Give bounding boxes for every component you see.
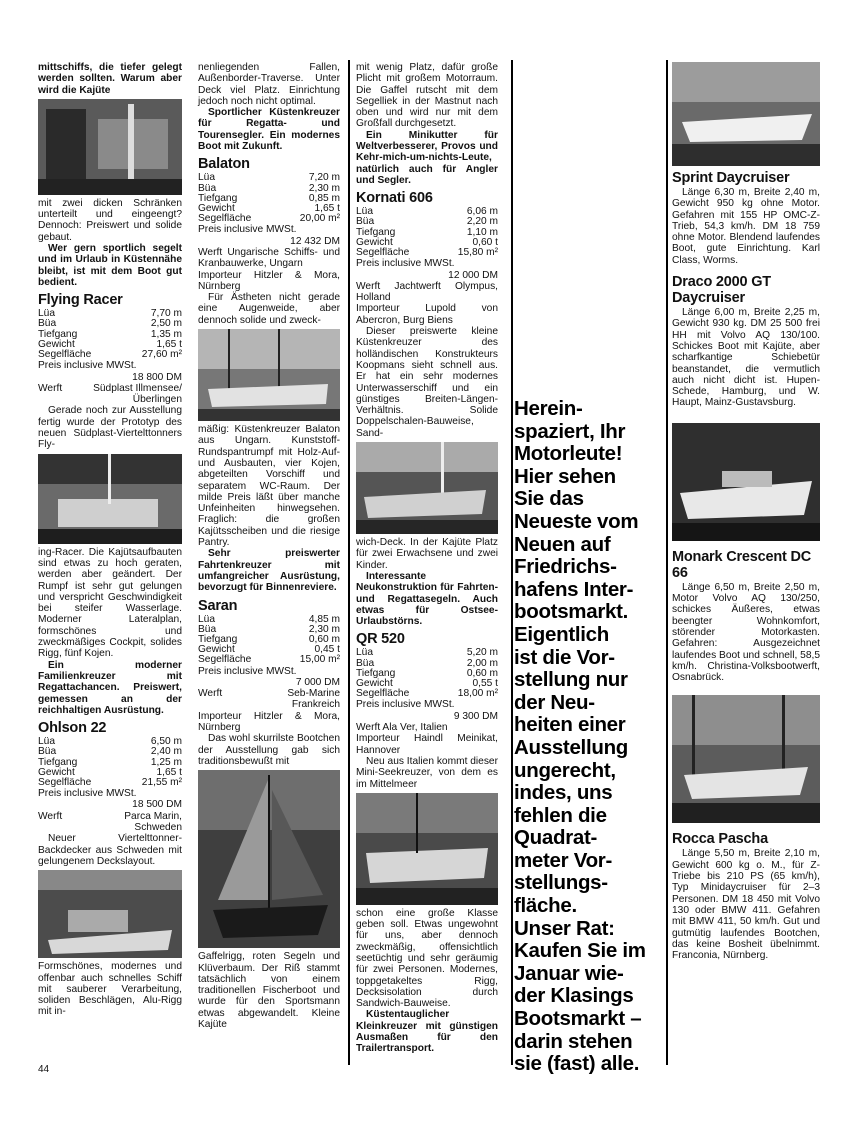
boat-title: Draco 2000 GT Daycruiser [672, 274, 771, 307]
headline-line: meter Vor- [514, 848, 613, 872]
headline-line: indes, uns [514, 781, 613, 805]
werft-row [38, 383, 182, 406]
spec-value: 2,50 m [150, 318, 182, 330]
spec-value: 6,50 m [150, 736, 182, 748]
spec-row [198, 655, 340, 665]
headline-line: sie (fast) alle. [514, 1052, 640, 1076]
spec-value: 2,30 m [308, 182, 340, 194]
column-divider [348, 60, 350, 1065]
boat-title: Sprint Daycruiser [672, 170, 790, 186]
verdict-text: Wer gern sportlich segelt und im Urlaub in Küstennähe bleibt, ist mit dem Boot gut bedient. [38, 243, 182, 288]
kornati-photo [356, 442, 498, 534]
body-text: Für Ästheten nicht gerade eine Augenweide, aber dennoch solide und zweck- [198, 292, 340, 326]
price-value: 7 000 DM [295, 676, 340, 688]
headline-line: fehlen die [514, 803, 607, 827]
spec-label: Lüa [198, 613, 215, 625]
werft-label: Werft [198, 688, 223, 700]
headline-line: Neuen auf [514, 532, 611, 556]
column-divider [666, 60, 668, 1065]
boat-title: Rocca Pascha [672, 831, 768, 848]
spec-label: Büa [198, 623, 217, 635]
spec-label: Lüa [198, 172, 215, 184]
spec-label: Gewicht [356, 678, 393, 690]
price-label: Preis inclusive MWSt. [198, 224, 297, 236]
qr520-photo [356, 793, 498, 905]
spec-label: Tiefgang [356, 667, 396, 679]
spec-table [356, 648, 498, 699]
price-label: Preis inclusive MWSt. [356, 258, 455, 270]
balaton-photo [198, 329, 340, 421]
spec-value: 1,35 m [150, 328, 182, 340]
spec-value: 27,60 m² [141, 349, 182, 361]
headline-line: stellungs- [514, 871, 608, 895]
headline-line: heiten einer [514, 713, 626, 737]
spec-label: Lüa [356, 647, 373, 659]
boat-title: Flying Racer [38, 292, 123, 309]
werft-value: Südplast Illmensee/ Überlingen [93, 382, 182, 406]
body-text: ing-Racer. Die Kajütsaufbauten sind etwas zu hoch geraten, werden aber geändert. Der Rumpf ist sehr gut gelungen und verspricht Geschwindigkeit bei steifer Wasserlage. Moderner Lateralplan, formschönes und zweckmäßiges Cockpit, solides Rigg, fünf Kojen. [38, 546, 182, 660]
price-label: Preis inclusive MWSt. [356, 699, 455, 711]
verdict-text: Ein moderner Familienkreuzer mit Regattachancen. Preiswert, gemessen an der reichhaltigen Ausrüstung. [38, 659, 182, 716]
saran-photo [198, 770, 340, 948]
spec-label: Büa [356, 216, 375, 228]
ohlson-photo [38, 870, 182, 958]
headline-line: fläche. [514, 894, 577, 918]
spec-value: 1,65 t [156, 338, 182, 350]
spec-label: Lüa [38, 308, 55, 320]
body-text: mit zwei dicken Schränken unterteilt und eingeengt? Dennoch: Preiswert und solide gebaut. [38, 197, 182, 243]
body-text: Gerade noch zur Ausstellung fertig wurde der Prototyp des neuen Südplast-Viertelttonners Fly- [38, 405, 182, 451]
body-text: wich-Deck. In der Kajüte Platz für zwei Erwachsene und zwei Kinder. [356, 537, 498, 571]
price-label: Preis inclusive MWSt. [38, 788, 137, 800]
boat-title: Monark Crescent DC 66 [672, 548, 812, 581]
spec-value: 0,60 m [466, 667, 498, 679]
body-text: Länge 5,50 m, Breite 2,10 m, Gewicht 600 kg o. M., für Z-Triebe bis 210 PS (65 km/h), Typ Minidaycruiser für 2–3 Personen. DM 18 450 mit Volvo 130 oder BMW 411. Gefahren mit BMW 411, 50 km/h. Gut und gutmütig laufendes Bootchen, das keine Bosheit übelnimmt. Franconia, Nürnberg. [672, 848, 820, 962]
spec-label: Segelfläche [198, 654, 252, 666]
body-text: Das wohl skurrilste Bootchen der Ausstellung gab sich traditionsbewußt mit [198, 733, 340, 767]
spec-value: 0,60 m [308, 633, 340, 645]
spec-table [198, 615, 340, 666]
spec-label: Tiefgang [356, 226, 396, 238]
spec-label: Büa [38, 318, 57, 330]
spec-table [38, 309, 182, 360]
spec-label: Segelfläche [198, 213, 252, 225]
headline-line: Unser Rat: [514, 916, 615, 940]
spec-row [38, 747, 182, 757]
spec-row [38, 350, 182, 360]
headline-line: der Neu- [514, 690, 595, 714]
headline-line: spaziert, Ihr [514, 419, 626, 443]
body-text: Länge 6,50 m, Breite 2,50 m, Motor Volvo AQ 130/250, schickes Äußeres, etwas beengter Wohnkomfort, störender Motorkasten. Gefahren: Ausgezeichnet laufendes Boot und schnell, 58,5 km/h. Christina-Volksbootwerft, Osnabrück. [672, 581, 820, 684]
price-label: Preis inclusive MWSt. [38, 360, 137, 372]
spec-row [356, 689, 498, 699]
spec-value: 0,60 t [472, 236, 498, 248]
spec-value: 21,55 m² [141, 776, 182, 788]
price-value: 18 800 DM [132, 371, 182, 383]
boat-title: Saran [198, 597, 238, 614]
spec-value: 2,30 m [308, 623, 340, 635]
spec-label: Lüa [356, 206, 373, 218]
headline-line: Sie das [514, 487, 584, 511]
body-text: Formschönes, modernes und offenbar auch schnelles Schiff mit sauberer Verarbeitung, soliden Beschlägen, Alu-Rigg mit in- [38, 961, 182, 1018]
price-value: 9 300 DM [453, 710, 498, 722]
boat-title: QR 520 [356, 631, 405, 648]
cabin-photo [38, 99, 182, 195]
werft-value: Seb-Marine Frankreich [287, 688, 340, 711]
headline-line: Eigentlich [514, 622, 609, 646]
spec-value: 1,10 m [466, 226, 498, 238]
boat-title: Balaton [198, 156, 250, 173]
spec-label: Tiefgang [198, 633, 238, 645]
body-text: nenliegenden Fallen, Außenborder-Traverse. Unter Deck viel Platz. Einrichtung jedoch noch nicht optimal. [198, 62, 340, 107]
spec-label: Tiefgang [38, 328, 78, 340]
headline-line: der Klasings [514, 984, 634, 1008]
headline-line: Bootsmarkt – [514, 1007, 642, 1031]
price-value: 12 432 DM [290, 235, 340, 247]
spec-value: 7,20 m [308, 172, 340, 184]
price-value: 18 500 DM [132, 799, 182, 811]
spec-value: 20,00 m² [299, 213, 340, 225]
spec-label: Segelfläche [356, 247, 410, 259]
spec-value: 2,20 m [466, 216, 498, 228]
column-divider [511, 60, 513, 1065]
price-label: Preis inclusive MWSt. [198, 665, 297, 677]
spec-row [198, 214, 340, 224]
headline-line: darin stehen [514, 1029, 633, 1053]
spec-value: 15,80 m² [457, 247, 498, 259]
werft-text: Werft Ala Ver, Italien [356, 722, 448, 734]
column-3 [356, 62, 498, 1055]
spec-label: Segelfläche [356, 688, 410, 700]
verdict-text: Sehr preiswerter Fahrtenkreuzer mit umfangreicher Ausrüstung, bevorzugt für Binnenreviere. [198, 548, 340, 594]
spec-value: 5,20 m [466, 647, 498, 659]
headline [514, 398, 664, 1076]
headline-line: Ausstellung [514, 735, 629, 759]
verdict-text: Interessante Neukonstruktion für Fahrten- und Regattasegeln. Auch etwas für Ostsee-Urlaubstörns. [356, 570, 498, 628]
importeur-text: Importeur Lupold von Abercron, Burg Biens [356, 303, 498, 326]
spec-label: Gewicht [198, 202, 235, 214]
headline-line: Motorleute! [514, 442, 623, 466]
column-5 [672, 62, 820, 961]
spec-row [38, 778, 182, 788]
spec-value: 1,65 t [314, 202, 340, 214]
column-1 [38, 62, 182, 1018]
verdict-text: Ein Minikutter für Weltverbesserer, Provos und Kehr-mich-um-nichts-Leute, natürlich auch für Angler und Segler. [356, 129, 498, 186]
importeur-text: Importeur Haindl Meinikat, Hannover [356, 733, 498, 756]
spec-label: Tiefgang [38, 756, 78, 768]
spec-label: Segelfläche [38, 349, 92, 361]
spec-value: 4,85 m [308, 613, 340, 625]
body-text: Länge 6,00 m, Breite 2,25 m, Gewicht 930 kg. DM 25 500 frei HH mit Volvo AQ 130/100. Schickes Boot mit Kajüte, aber scharfkantige Schiebetür beanstandet, die vermutlich auch nicht dicht ist. Hupen-Schede, Hamburg, und W. Haupt, Mainz-Gustavsburg. [672, 307, 820, 409]
headline-line: ist die Vor- [514, 645, 615, 669]
column-2 [198, 62, 340, 1030]
spec-label: Gewicht [38, 338, 75, 350]
spec-value: 0,85 m [308, 192, 340, 204]
spec-label: Segelfläche [38, 776, 92, 788]
headline-line: Quadrat- [514, 826, 598, 850]
draco-photo [672, 423, 820, 541]
headline-line: Friedrichs- [514, 555, 617, 579]
spec-table [38, 737, 182, 788]
spec-label: Büa [198, 182, 217, 194]
headline-line: Januar wie- [514, 961, 624, 985]
body-text: Dieser preiswerte kleine Küstenkreuzer des holländischen Konstrukteurs Koopmans sieht schnell aus. Er hat ein sehr modernes Unterwasserschiff und ein günstiges Breiten-Längen-Verhältnis. Solide Doppelschalen-Bauweise, Sand- [356, 326, 498, 439]
body-text: mittschiffs, die tiefer gelegt werden sollten. Warum aber wird die Kajüte [38, 62, 182, 96]
werft-text: Werft Jachtwerft Olympus, Holland [356, 280, 498, 304]
headline-line: Hier sehen [514, 464, 616, 488]
spec-table [198, 173, 340, 224]
body-text: mäßig: Küstenkreuzer Balaton aus Ungarn. Kunststoff-Rundspantrumpf mit Holz-Auf- und Ausbauten, vier Kojen, abgeteilten Vorschiff und separatem WC-Raum. Der milde Preis läßt über manche Unfeinheiten hinwegsehen. Fraglich: die großen Kajütsscheiben und die riesige Pantry. [198, 424, 340, 549]
spec-value: 18,00 m² [457, 688, 498, 700]
headline-line: Neueste vom [514, 509, 639, 533]
spec-label: Gewicht [198, 644, 235, 656]
headline-line: Herein- [514, 397, 583, 420]
werft-value: Parca Marin, Schweden [124, 810, 182, 834]
spec-value: 6,06 m [466, 206, 498, 218]
importeur-text: Importeur Hitzler & Mora, Nürnberg [198, 269, 340, 292]
headline-line: bootsmarkt. [514, 600, 629, 624]
headline-line: hafens Inter- [514, 577, 634, 601]
werft-label: Werft [38, 382, 63, 394]
spec-value: 2,40 m [150, 746, 182, 758]
spec-label: Büa [356, 657, 375, 669]
headline-line: Kaufen Sie im [514, 939, 646, 963]
spec-row [356, 248, 498, 258]
spec-value: 2,00 m [466, 657, 498, 669]
spec-label: Lüa [38, 736, 55, 748]
verdict-text: Sportlicher Küstenkreuzer für Regatta- und Tourensegler. Ein modernes Boot mit Zukunft. [198, 107, 340, 153]
werft-row [38, 811, 182, 834]
headline-line: stellung nur [514, 668, 628, 692]
spec-label: Gewicht [38, 766, 75, 778]
spec-value: 15,00 m² [299, 654, 340, 666]
spec-value: 0,55 t [472, 678, 498, 690]
body-text: Neu aus Italien kommt dieser Mini-Seekreuzer, von dem es im Mittelmeer [356, 755, 498, 790]
rocca-photo [672, 695, 820, 823]
body-text: Gaffelrigg, roten Segeln und Klüverbaum. Der Riß stammt tatsächlich von einem traditionellen Fischerboot und wurde für den Sportsmann etwas abgewandelt. Kleine Kajüte [198, 951, 340, 1030]
spec-label: Tiefgang [198, 192, 238, 204]
spec-value: 0,45 t [314, 644, 340, 656]
page-number: 44 [38, 1064, 50, 1075]
importeur-text: Importeur Hitzler & Mora, Nürnberg [198, 710, 340, 734]
price-value: 12 000 DM [448, 269, 498, 281]
spec-value: 1,25 m [150, 756, 182, 768]
body-text: Länge 6,30 m, Breite 2,40 m, Gewicht 950 kg ohne Motor. Gefahren mit 155 HP OMC-Z-Trieb, 54,3 km/h. DM 18 759 ohne Motor. Blendend laufendes Boot, gute Einrichtung. Karl Class, Worms. [672, 187, 820, 266]
boat-title: Kornati 606 [356, 190, 433, 207]
headline-line: ungerecht, [514, 758, 616, 782]
boat-title: Ohlson 22 [38, 720, 107, 737]
werft-text: Werft Ungarische Schiffs- und Kranbauwerke, Ungarn [198, 246, 340, 270]
werft-row [198, 688, 340, 711]
verdict-text: Küstentauglicher Kleinkreuzer mit günstigen Ausmaßen für den Trailertransport. [356, 1009, 498, 1055]
spec-table [356, 207, 498, 258]
spec-label: Gewicht [356, 236, 393, 248]
body-text: schon eine große Klasse geben soll. Etwas ungewohnt für uns, aber dennoch zweckmäßig, offensichtlich seetüchtig und sehr geräumig für zwei Personen. Modernes, toppgetakeltes Rigg, Decksisolation durch Sandwich-Bauweise. [356, 907, 498, 1010]
werft-label: Werft [38, 810, 63, 822]
body-text: Neuer Viertelttonner-Backdecker aus Schweden mit gelungenem Deckslayout. [38, 833, 182, 867]
spec-value: 7,70 m [150, 308, 182, 320]
spec-label: Büa [38, 746, 57, 758]
spec-value: 1,65 t [156, 766, 182, 778]
flying-racer-photo [38, 454, 182, 544]
sprint-photo [672, 62, 820, 166]
body-text: mit wenig Platz, dafür große Plicht mit großem Motorraum. Die Gaffel rutscht mit dem Segelliek in der Mastnut nach oben und wird nur mit dem Großfall durchgesetzt. [356, 62, 498, 130]
